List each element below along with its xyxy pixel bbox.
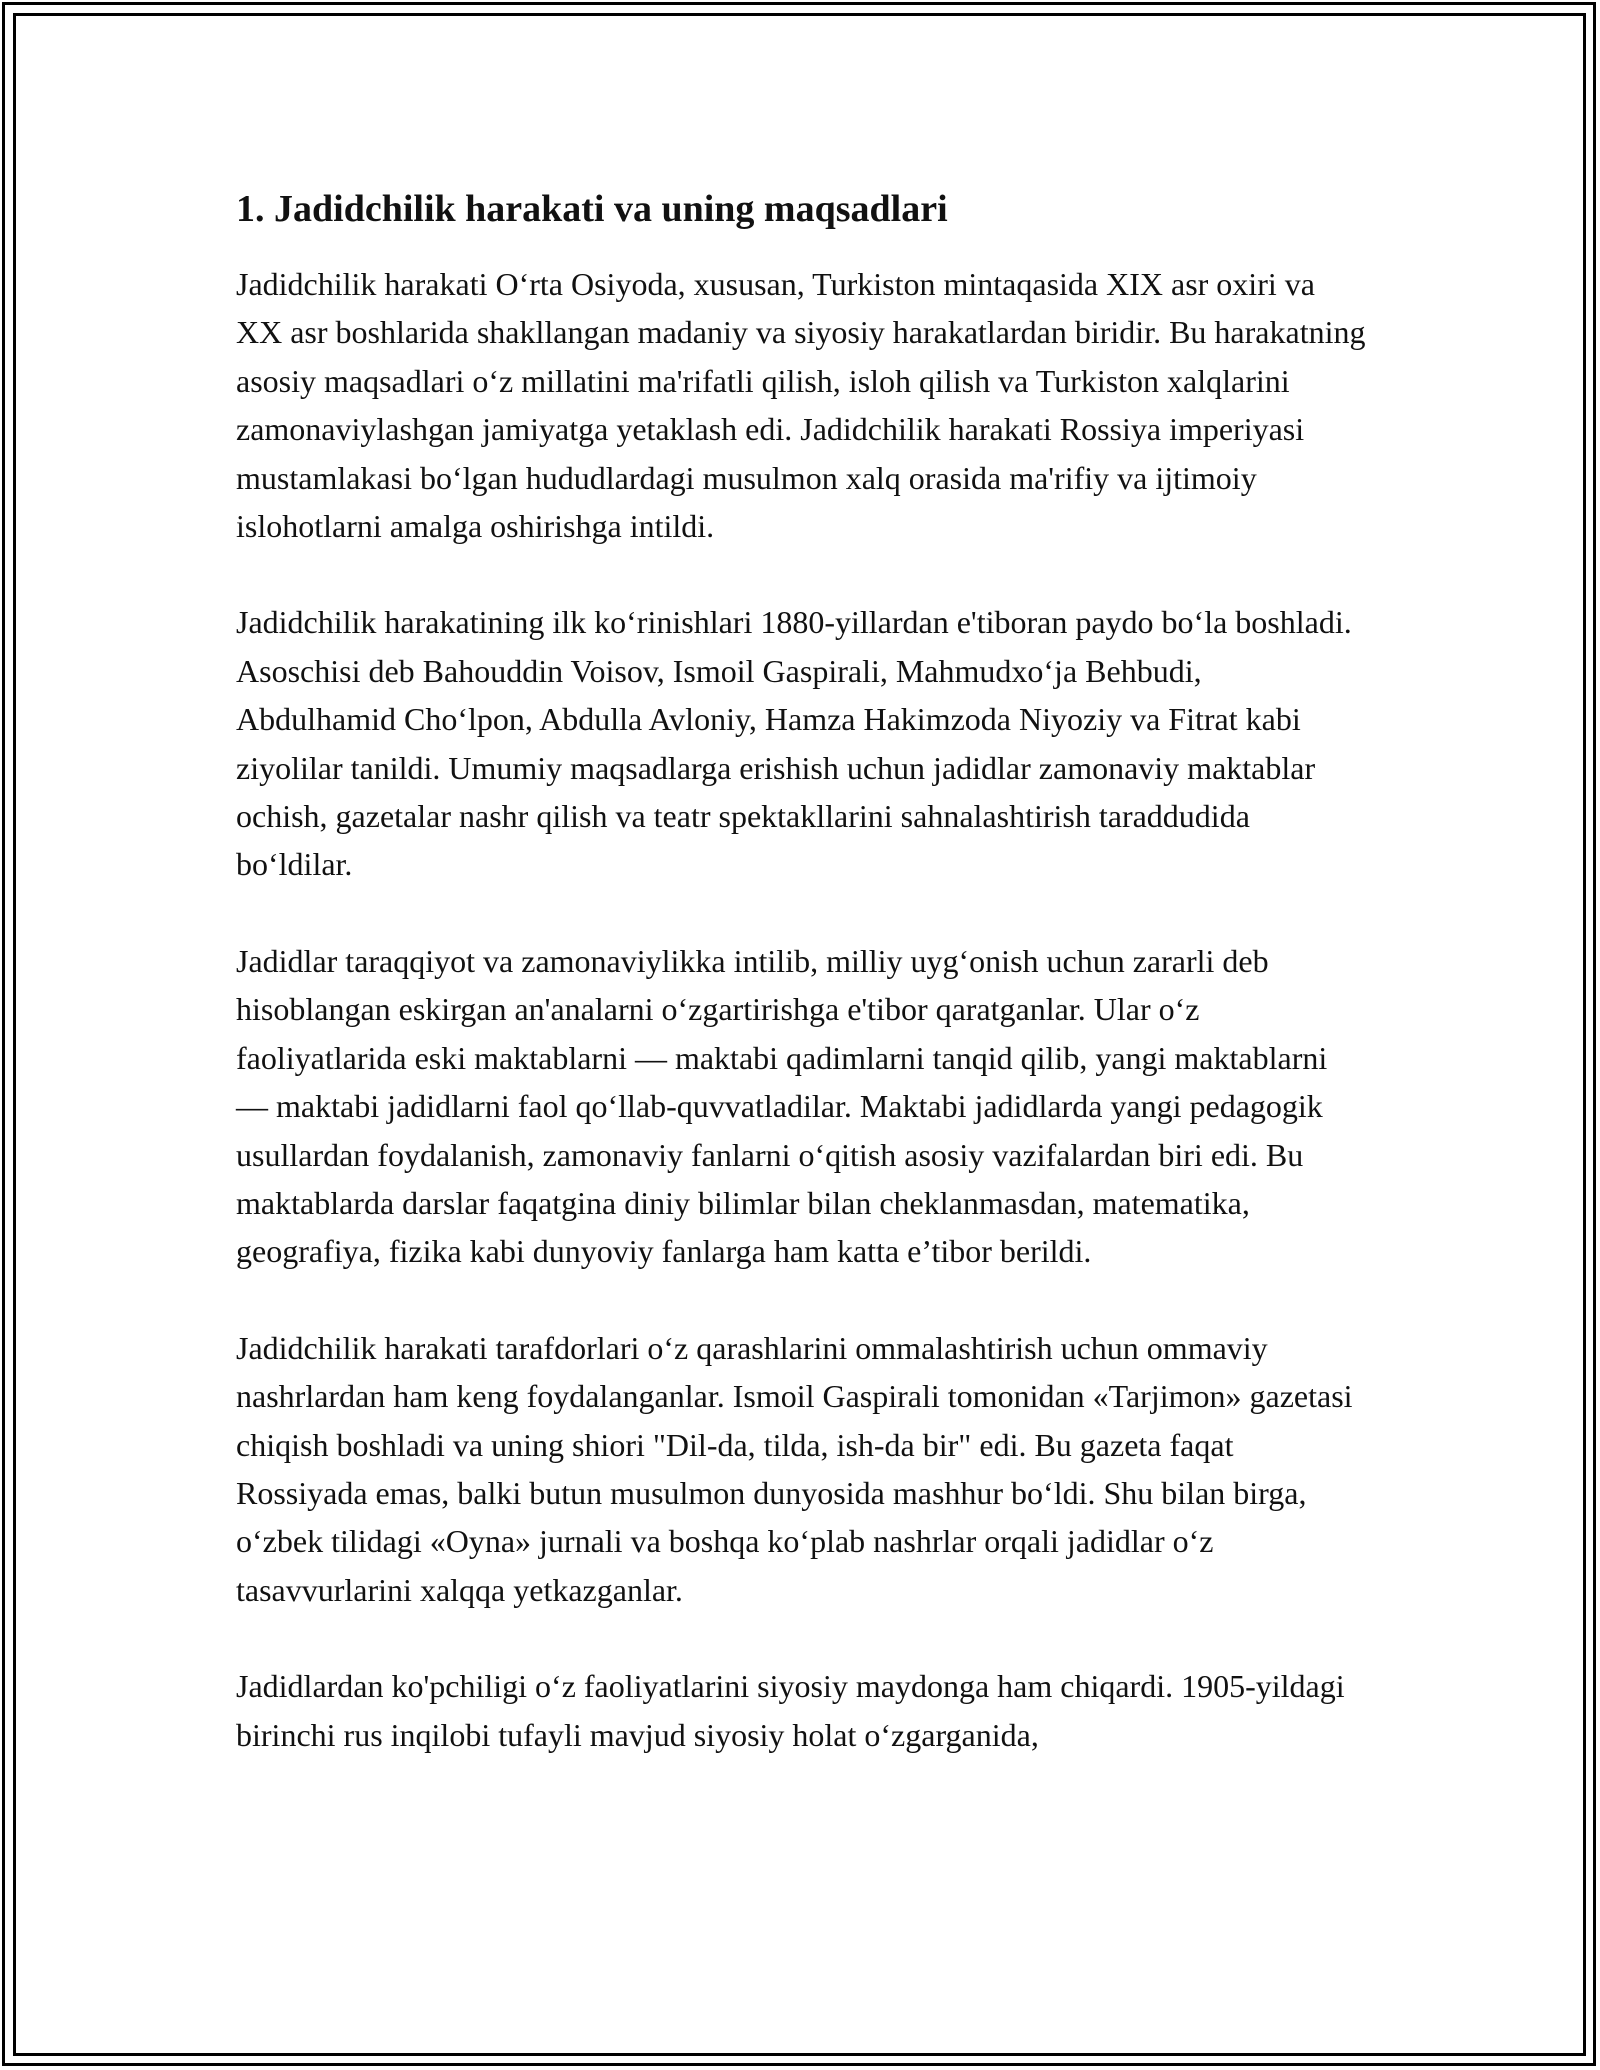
document-body <box>236 185 1366 1807</box>
paragraph-2: Jadidchilik harakatining ilk ko‘rinishlari 1880-yillardan e'tiboran paydo bo‘la boshladi. Asoschisi deb Bahouddin Voisov, Ismoil Gaspirali, Mahmudxo‘ja Behbudi, Abdulhamid Cho‘lpon, Abdulla Avloniy, Hamza Hakimzoda Niyoziy va Fitrat kabi ziyolilar tanildi. Umumiy maqsadlarga erishish uchun jadidlar zamonaviy maktablar ochish, gazetalar nashr qilish va teatr spektakllarini sahnalashtirish taraddudida bo‘ldilar. <box>236 604 1352 883</box>
paragraph-3: Jadidlar taraqqiyot va zamonaviylikka intilib, milliy uyg‘onish uchun zararli deb hisoblangan eskirgan an'analarni o‘zgartirishga e'tibor qaratganlar. Ular o‘z faoliyatlarida eski maktablarni — maktabi qadimlarni tanqid qilib, yangi maktablarni — maktabi jadidlarni faol qo‘llab-quvvatladilar. Maktabi jadidlarda yangi pedagogik usullardan foydalanish, zamonaviy fanlarni o‘qitish asosiy vazifalardan biri edi. Bu maktablarda darslar faqatgina diniy bilimlar bilan cheklanmasdan, matematika, geografiya, fizika kabi dunyoviy fanlarga ham katta e’tibor berildi. <box>236 942 1328 1270</box>
paragraph-1: Jadidchilik harakati O‘rta Osiyoda, xususan, Turkiston mintaqasida XIX asr oxiri va XX asr boshlarida shakllangan madaniy va siyosiy harakatlardan biridir. Bu harakatning asosiy maqsadlari o‘z millatini ma'rifatli qilish, isloh qilish va Turkiston xalqlarini zamonaviylashgan jamiyatga yetaklash edi. Jadidchilik harakati Rossiya imperiyasi mustamlakasi bo‘lgan hududlardagi musulmon xalq orasida ma'rifiy va ijtimoiy islohotlarni amalga oshirishga intildi. <box>236 266 1366 545</box>
section-heading: 1. Jadidchilik harakati va uning maqsadlari <box>236 188 948 230</box>
paragraph-4: Jadidchilik harakati tarafdorlari o‘z qarashlarini ommalashtirish uchun ommaviy nashrlardan ham keng foydalanganlar. Ismoil Gaspirali tomonidan «Tarjimon» gazetasi chiqish boshladi va uning shiori "Dil-da, tilda, ish-da bir" edi. Bu gazeta faqat Rossiyada emas, balki butun musulmon dunyosida mashhur bo‘ldi. Shu bilan birga, o‘zbek tilidagi «Oyna» jurnali va boshqa ko‘plab nashrlar orqali jadidlar o‘z tasavvurlarini xalqqa yetkazganlar. <box>236 1329 1353 1608</box>
paragraph-5: Jadidlardan ko'pchiligi o‘z faoliyatlarini siyosiy maydonga ham chiqardi. 1905-yildagi birinchi rus inqilobi tufayli mavjud siyosiy holat o‘zgarganida, <box>236 1668 1345 1753</box>
